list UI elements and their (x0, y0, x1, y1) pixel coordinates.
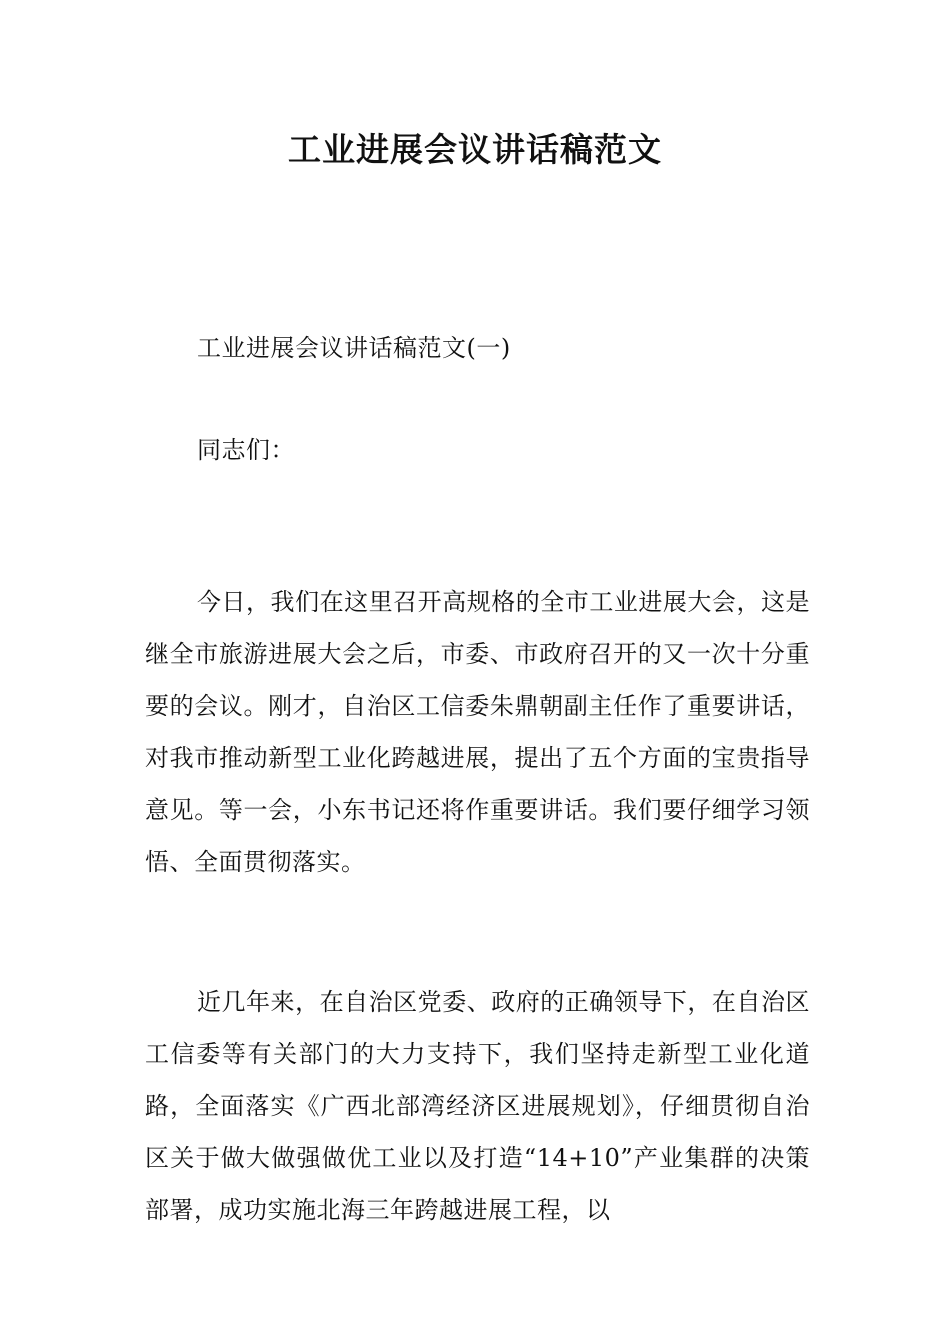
section-subtitle: 工业进展会议讲话稿范文(一) (197, 334, 511, 362)
body-paragraph-2: 近几年来，在自治区党委、政府的正确领导下，在自治区工信委等有关部门的大力支持下，我们坚持走新型工业化道路，全面落实《广西北部湾经济区进展规划》，仔细贯彻自治区关于做大做强做优工业以及打造“14+10”产业集群的决策部署，成功实施北海三年跨越进展工程，以 (145, 988, 810, 1224)
document-title: 工业进展会议讲话稿范文 (288, 130, 662, 169)
body-paragraph-1: 今日，我们在这里召开高规格的全市工业进展大会，这是继全市旅游进展大会之后，市委、市政府召开的又一次十分重要的会议。刚才，自治区工信委朱鼎朝副主任作了重要讲话，对我市推动新型工业化跨越进展，提出了五个方面的宝贵指导意见。等一会，小东书记还将作重要讲话。我们要仔细学习领悟、全面贯彻落实。 (145, 588, 810, 876)
greeting: 同志们： (197, 436, 295, 464)
